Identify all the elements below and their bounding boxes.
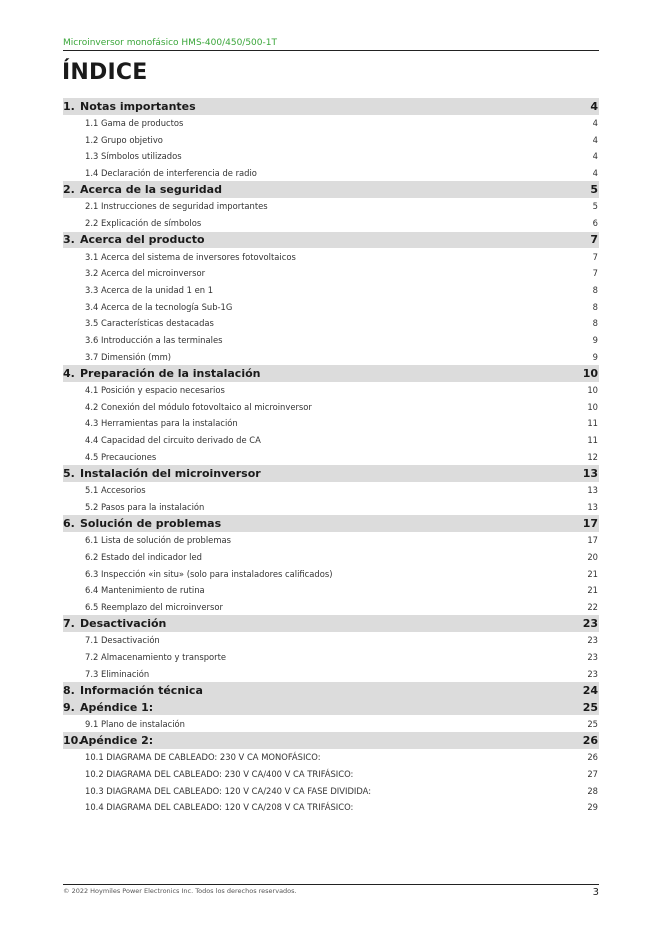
toc-section-heading xyxy=(63,617,166,630)
toc-entry-page: 4 xyxy=(592,134,598,145)
toc-entry-page: 21 xyxy=(587,568,598,579)
toc-entry-page: 23 xyxy=(587,635,598,646)
toc-section-heading xyxy=(63,183,222,196)
toc-entry-label: 7.3 Eliminación xyxy=(85,668,150,679)
toc-section-6[interactable] xyxy=(63,515,599,532)
toc-section-label: Instalación del microinversor xyxy=(80,466,261,480)
toc-section-heading xyxy=(63,367,261,380)
toc-section-page: 24 xyxy=(582,683,598,697)
toc-section-number: 2. xyxy=(63,183,75,197)
table-of-contents xyxy=(63,98,599,816)
toc-entry-label: 1.1 Gama de productos xyxy=(85,118,184,129)
toc-entry-label: 3.6 Introducción a las terminales xyxy=(85,334,223,345)
toc-entry[interactable] xyxy=(63,298,599,315)
toc-entry-label: 5.2 Pasos para la instalación xyxy=(85,501,205,512)
page-footer xyxy=(63,884,599,898)
toc-section-page: 5 xyxy=(590,183,598,197)
toc-section-page: 23 xyxy=(582,617,598,631)
toc-entry[interactable] xyxy=(63,415,599,432)
toc-entry[interactable] xyxy=(63,766,599,783)
page-title: ÍNDICE xyxy=(62,60,148,85)
toc-entry-label: 2.2 Explicación de símbolos xyxy=(85,218,202,229)
toc-entry[interactable] xyxy=(63,482,599,499)
toc-entry[interactable] xyxy=(63,165,599,182)
toc-entry-label: 3.2 Acerca del microinversor xyxy=(85,268,206,279)
toc-entry-label: 1.3 Símbolos utilizados xyxy=(85,151,182,162)
toc-entry-label: 6.4 Mantenimiento de rutina xyxy=(85,585,205,596)
toc-entry[interactable] xyxy=(63,632,599,649)
toc-entry-label: 7.1 Desactivación xyxy=(85,635,160,646)
toc-section-5[interactable] xyxy=(63,465,599,482)
toc-entry-page: 4 xyxy=(592,168,598,179)
toc-entry-label: 10.4 DIAGRAMA DEL CABLEADO: 120 V CA/208 V CA TRIFÁSICO: xyxy=(85,802,354,813)
toc-section-label: Preparación de la instalación xyxy=(80,366,261,380)
toc-entry-page: 17 xyxy=(587,535,598,546)
toc-entry-page: 6 xyxy=(592,218,598,229)
toc-entry-label: 6.3 Inspección «in situ» (solo para instaladores calificados) xyxy=(85,568,333,579)
toc-section-heading xyxy=(63,684,203,697)
toc-entry[interactable] xyxy=(63,582,599,599)
toc-entry-label: 4.3 Herramientas para la instalación xyxy=(85,418,238,429)
toc-section-number: 3. xyxy=(63,233,75,247)
toc-entry-page: 10 xyxy=(587,401,598,412)
toc-entry[interactable] xyxy=(63,565,599,582)
toc-section-2[interactable] xyxy=(63,181,599,198)
toc-section-heading xyxy=(63,701,153,714)
toc-entry-page: 29 xyxy=(587,802,598,813)
toc-section-page: 10 xyxy=(582,366,598,380)
toc-entry[interactable] xyxy=(63,215,599,232)
toc-section-9[interactable] xyxy=(63,699,599,716)
toc-section-number: 6. xyxy=(63,517,75,531)
toc-entry-page: 5 xyxy=(592,201,598,212)
toc-entry-page: 22 xyxy=(587,601,598,612)
toc-section-page: 4 xyxy=(590,99,598,113)
toc-section-number: 10. xyxy=(63,733,83,747)
toc-section-label: Desactivación xyxy=(80,617,167,631)
page-number: 3 xyxy=(592,887,599,898)
toc-entry-label: 1.4 Declaración de interferencia de radio xyxy=(85,168,257,179)
toc-entry[interactable] xyxy=(63,799,599,816)
copyright-notice: © 2022 Hoymiles Power Electronics Inc. Todos los derechos reservados. xyxy=(63,887,297,895)
toc-entry-label: 3.7 Dimensión (mm) xyxy=(85,351,172,362)
toc-section-page: 26 xyxy=(582,733,598,747)
toc-section-10[interactable] xyxy=(63,732,599,749)
toc-section-heading xyxy=(63,233,205,246)
toc-entry-page: 20 xyxy=(587,551,598,562)
toc-entry[interactable] xyxy=(63,115,599,132)
toc-section-heading xyxy=(63,517,221,530)
toc-section-heading xyxy=(63,100,196,113)
toc-entry[interactable] xyxy=(63,549,599,566)
toc-entry-label: 6.5 Reemplazo del microinversor xyxy=(85,601,223,612)
toc-entry-label: 3.4 Acerca de la tecnología Sub-1G xyxy=(85,301,233,312)
toc-entry[interactable] xyxy=(63,282,599,299)
toc-section-number: 5. xyxy=(63,466,75,480)
toc-entry-page: 26 xyxy=(587,752,598,763)
toc-section-page: 13 xyxy=(582,466,598,480)
toc-section-label: Notas importantes xyxy=(80,99,196,113)
toc-entry-page: 21 xyxy=(587,585,598,596)
toc-section-4[interactable] xyxy=(63,365,599,382)
toc-entry-label: 10.2 DIAGRAMA DEL CABLEADO: 230 V CA/400 V CA TRIFÁSICO: xyxy=(85,768,354,779)
toc-section-page: 25 xyxy=(582,700,598,714)
toc-section-label: Acerca del producto xyxy=(80,233,205,247)
toc-entry[interactable] xyxy=(63,315,599,332)
toc-section-1[interactable] xyxy=(63,98,599,115)
toc-entry-label: 4.5 Precauciones xyxy=(85,451,157,462)
toc-entry-label: 4.4 Capacidad del circuito derivado de CA xyxy=(85,435,261,446)
toc-section-number: 8. xyxy=(63,683,75,697)
toc-entry-label: 4.1 Posición y espacio necesarios xyxy=(85,385,225,396)
toc-entry[interactable] xyxy=(63,715,599,732)
toc-entry[interactable] xyxy=(63,448,599,465)
toc-section-page: 17 xyxy=(582,517,598,531)
toc-section-page: 7 xyxy=(590,233,598,247)
toc-entry-label: 4.2 Conexión del módulo fotovoltaico al microinversor xyxy=(85,401,312,412)
toc-entry-page: 27 xyxy=(587,768,598,779)
toc-entry-label: 3.1 Acerca del sistema de inversores fotovoltaicos xyxy=(85,251,296,262)
toc-entry-label: 10.3 DIAGRAMA DEL CABLEADO: 120 V CA/240 V CA FASE DIVIDIDA: xyxy=(85,785,372,796)
toc-section-number: 4. xyxy=(63,366,75,380)
toc-entry-page: 11 xyxy=(587,418,598,429)
toc-entry-page: 7 xyxy=(592,251,598,262)
toc-section-heading xyxy=(63,734,153,747)
toc-entry[interactable] xyxy=(63,265,599,282)
toc-entry[interactable] xyxy=(63,599,599,616)
toc-entry[interactable] xyxy=(63,749,599,766)
toc-entry-label: 1.2 Grupo objetivo xyxy=(85,134,163,145)
toc-section-label: Acerca de la seguridad xyxy=(80,183,222,197)
toc-entry[interactable] xyxy=(63,532,599,549)
toc-entry-page: 8 xyxy=(592,318,598,329)
toc-entry-label: 9.1 Plano de instalación xyxy=(85,718,185,729)
toc-entry-label: 6.2 Estado del indicador led xyxy=(85,551,202,562)
toc-entry[interactable] xyxy=(63,198,599,215)
toc-entry[interactable] xyxy=(63,665,599,682)
toc-entry-label: 6.1 Lista de solución de problemas xyxy=(85,535,231,546)
toc-section-number: 9. xyxy=(63,700,75,714)
toc-entry[interactable] xyxy=(63,131,599,148)
toc-entry-page: 23 xyxy=(587,668,598,679)
toc-entry-page: 25 xyxy=(587,718,598,729)
toc-entry-label: 3.3 Acerca de la unidad 1 en 1 xyxy=(85,284,214,295)
toc-entry[interactable] xyxy=(63,649,599,666)
toc-entry-page: 8 xyxy=(592,284,598,295)
toc-section-number: 1. xyxy=(63,99,75,113)
toc-entry[interactable] xyxy=(63,348,599,365)
toc-entry[interactable] xyxy=(63,248,599,265)
toc-entry-page: 13 xyxy=(587,501,598,512)
toc-section-7[interactable] xyxy=(63,615,599,632)
toc-entry-page: 23 xyxy=(587,652,598,663)
toc-entry-label: 7.2 Almacenamiento y transporte xyxy=(85,652,227,663)
toc-entry-label: 10.1 DIAGRAMA DE CABLEADO: 230 V CA MONOFÁSICO: xyxy=(85,752,321,763)
toc-entry-page: 8 xyxy=(592,301,598,312)
toc-entry-page: 10 xyxy=(587,385,598,396)
toc-section-label: Información técnica xyxy=(80,683,203,697)
toc-entry[interactable] xyxy=(63,432,599,449)
toc-entry[interactable] xyxy=(63,782,599,799)
toc-entry[interactable] xyxy=(63,398,599,415)
toc-entry-page: 13 xyxy=(587,485,598,496)
toc-section-label: Apéndice 2: xyxy=(80,733,154,747)
toc-entry-page: 4 xyxy=(592,118,598,129)
toc-entry-page: 9 xyxy=(592,334,598,345)
toc-section-number: 7. xyxy=(63,617,75,631)
toc-entry-page: 4 xyxy=(592,151,598,162)
toc-section-heading xyxy=(63,467,261,480)
toc-section-label: Solución de problemas xyxy=(80,517,222,531)
toc-entry-page: 28 xyxy=(587,785,598,796)
toc-section-8[interactable] xyxy=(63,682,599,699)
toc-entry-label: 5.1 Accesorios xyxy=(85,485,146,496)
toc-section-label: Apéndice 1: xyxy=(80,700,154,714)
toc-entry[interactable] xyxy=(63,499,599,516)
toc-entry-page: 9 xyxy=(592,351,598,362)
toc-entry-label: 2.1 Instrucciones de seguridad importantes xyxy=(85,201,268,212)
toc-entry[interactable] xyxy=(63,332,599,349)
toc-section-3[interactable] xyxy=(63,232,599,249)
running-header: Microinversor monofásico HMS-400/450/500-1T xyxy=(63,38,599,51)
toc-entry-label: 3.5 Características destacadas xyxy=(85,318,214,329)
toc-entry[interactable] xyxy=(63,382,599,399)
toc-entry-page: 11 xyxy=(587,435,598,446)
toc-entry-page: 12 xyxy=(587,451,598,462)
toc-entry[interactable] xyxy=(63,148,599,165)
toc-entry-page: 7 xyxy=(592,268,598,279)
